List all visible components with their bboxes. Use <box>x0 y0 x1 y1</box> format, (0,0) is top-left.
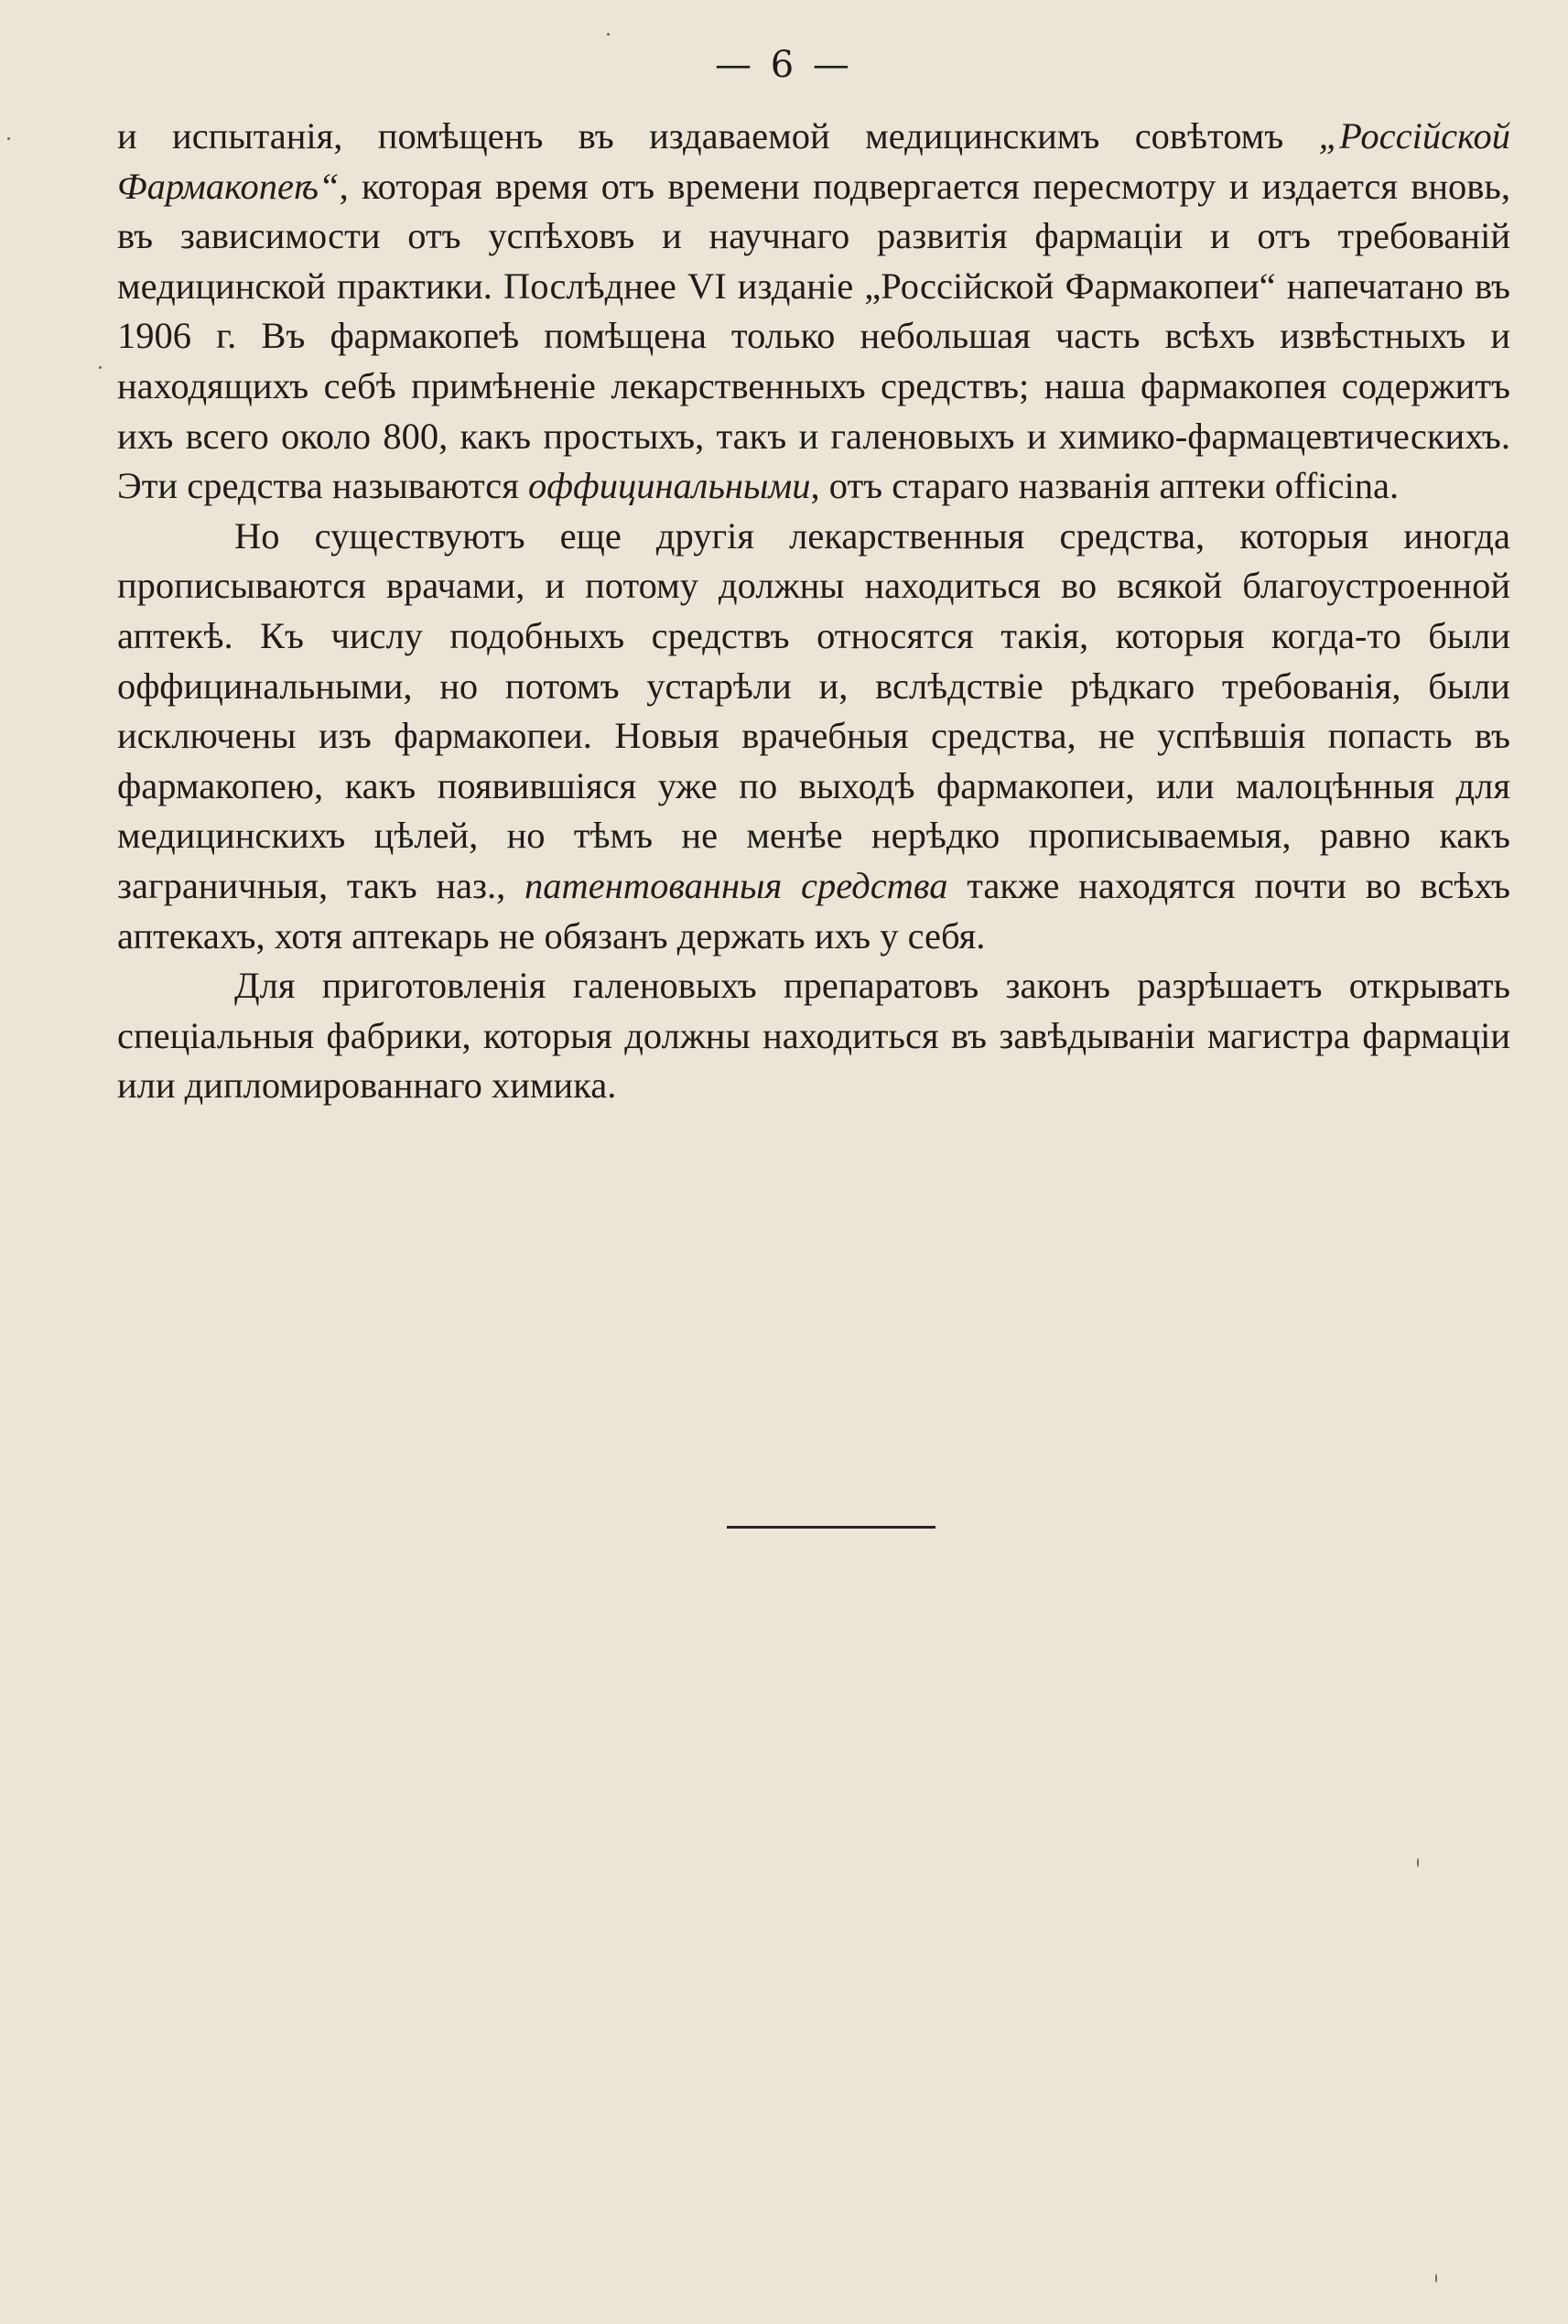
paper-speck <box>1417 1858 1419 1867</box>
paragraph-other-remedies <box>117 512 1510 961</box>
paragraph-continued <box>117 112 1510 512</box>
italic-title-pharmacopoeia: „Россійской Фармакопеѣ“ <box>117 115 1510 207</box>
italic-term-officinal: оффицинальными <box>527 465 811 507</box>
body-text <box>117 112 1510 1111</box>
italic-term-patent-remedies: патентованныя средства <box>524 864 948 906</box>
page-number: — 6 — <box>715 44 853 86</box>
closing-rule <box>727 1526 935 1529</box>
paper-speck <box>1435 2274 1437 2283</box>
paper-speck <box>607 33 610 36</box>
text-segment: Но существуютъ еще другія лекарственныя средства, которыя иногда прописываются врачами, и потому должны находиться во всякой благоустроенной аптекѣ. Къ числу подобныхъ средствъ относятся такія, которыя когда-то были оффицинальными, но потомъ устарѣли и, вслѣдствіе рѣдкаго требованія, были исключены изъ фармакопеи. Новыя врачебныя средства, не успѣвшія попасть въ фармакопею, какъ появившіяся уже по выходѣ фармакопеи, или малоцѣнныя для медицинскихъ цѣлей, но тѣмъ не менѣе нерѣдко прописываемыя, равно какъ заграничныя, такъ наз., <box>117 514 1510 906</box>
paper-speck <box>7 137 10 140</box>
paper-speck <box>99 366 102 369</box>
paragraph-galenic-factories <box>117 961 1510 1111</box>
text-segment: Для приготовленія галеновыхъ препаратовъ законъ разрѣшаетъ открывать спеціальныя фабрики, которыя должны находиться въ завѣдываніи магистра фармаціи или дипломированнаго химика. <box>117 965 1510 1107</box>
text-segment: также находятся почти во всѣхъ аптекахъ, хотя аптекарь не обязанъ держать ихъ у себя. <box>117 864 1510 957</box>
text-segment: , которая время отъ времени подвергается пересмотру и издается вновь, въ зависимости отъ успѣховъ и научнаго развитія фармаціи и отъ требованій медицинской практики. Послѣднее VI изданіе „Россійской Фармакопеи“ напечатано въ 1906 г. Въ фармакопеѣ помѣщена только небольшая часть всѣхъ извѣстныхъ и находящихъ себѣ примѣненіе лекарственныхъ средствъ; наша фармакопея содержитъ ихъ всего около 800, какъ простыхъ, такъ и галеновыхъ и химико-фармацевтическихъ. Эти средства называются <box>117 165 1510 507</box>
text-segment: , отъ стараго названія аптеки officina. <box>810 465 1400 507</box>
text-segment: и испытанія, помѣщенъ въ издаваемой медицинскимъ совѣтомъ <box>117 115 1319 157</box>
